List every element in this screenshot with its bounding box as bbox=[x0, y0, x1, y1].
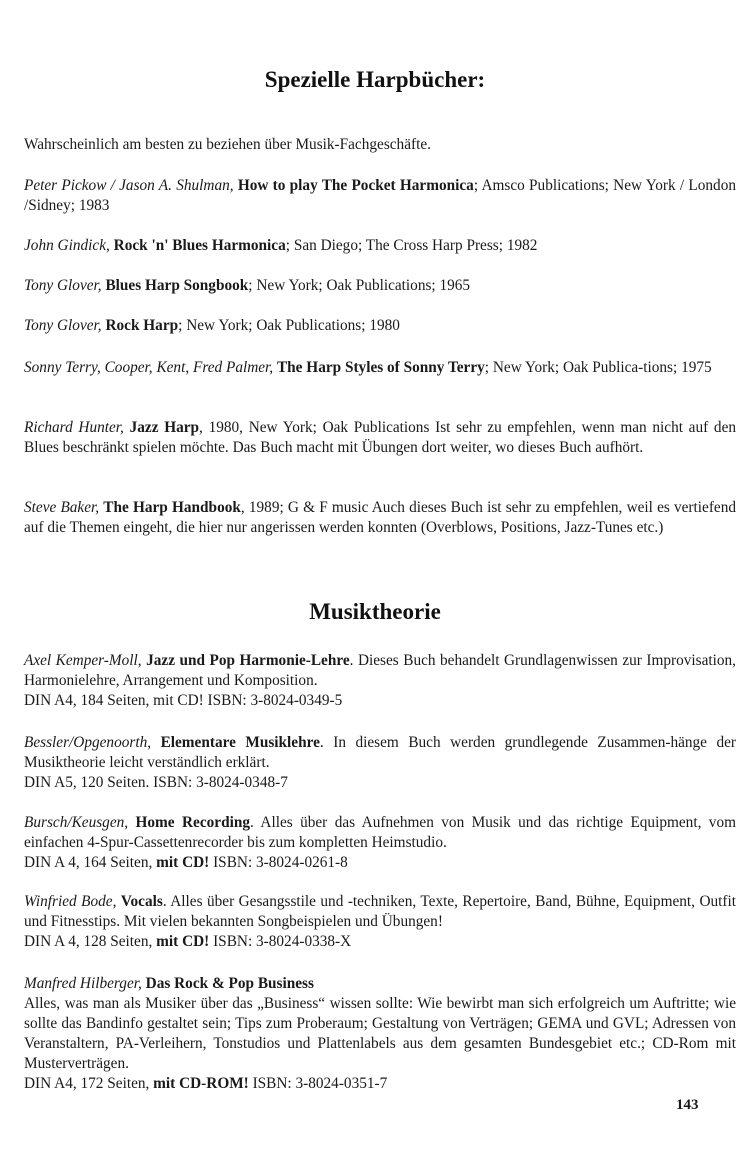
book-details: , 1989; G & F music Auch dieses Buch ist sehr zu empfehlen, weil es vertiefend auf die Themen eingeht, die hier nur angerissen werden konnten (Overblows, Positions, Jazz-Tunes etc.) bbox=[24, 499, 737, 536]
harp-book-entry bbox=[24, 236, 736, 256]
book-author: Winfried Bode, bbox=[24, 893, 117, 910]
harp-book-entry bbox=[24, 276, 736, 296]
book-info bbox=[24, 773, 736, 793]
book-isbn: ISBN: 3-8024-0338-X bbox=[209, 933, 352, 950]
book-info-text: DIN A 4, 164 Seiten, bbox=[24, 854, 157, 871]
book-title: Jazz und Pop Harmonie-Lehre bbox=[146, 652, 350, 669]
book-details: , 1980, New York; Oak Publications Ist sehr zu empfehlen, wenn man nicht auf den Blues beschränkt spielen möchte. Das Buch macht mit Übungen dort weiter, wo dieses Buch aufhört. bbox=[24, 419, 737, 456]
book-title: The Harp Styles of Sonny Terry bbox=[276, 359, 485, 376]
book-info-highlight: mit CD! bbox=[156, 854, 210, 871]
book-title: Home Recording bbox=[135, 814, 250, 831]
book-title: Rock Harp bbox=[105, 317, 179, 334]
harp-book-entry bbox=[24, 498, 736, 538]
intro-text bbox=[24, 135, 736, 155]
book-details: ; New York; Oak Publications; 1980 bbox=[178, 317, 400, 334]
book-info-highlight: mit CD-ROM! bbox=[153, 1075, 249, 1092]
book-title: How to play The Pocket Harmonica bbox=[237, 177, 474, 194]
theory-book-entry bbox=[24, 892, 736, 952]
book-title: Elementare Musiklehre bbox=[160, 734, 320, 751]
harp-book-entry bbox=[24, 418, 736, 458]
book-info-highlight: mit CD! bbox=[156, 933, 210, 950]
book-author: Tony Glover, bbox=[24, 277, 102, 294]
book-author: Steve Baker, bbox=[24, 499, 100, 516]
book-details: ; Amsco Publications; New York / London /Sidney; 1983 bbox=[24, 177, 736, 214]
book-title: Vocals bbox=[120, 893, 163, 910]
book-info bbox=[24, 1074, 736, 1094]
heading-special-harp-books: Spezielle Harpbücher: bbox=[264, 67, 486, 92]
book-description: . Alles über Gesangsstile und -techniken, Texte, Repertoire, Band, Bühne, Equipment, Outfit und Fitnesstips. Mit vielen bekannten Songbeispielen und Übungen! bbox=[24, 893, 736, 930]
theory-book-entry bbox=[24, 974, 736, 1094]
book-info-text: DIN A4, 172 Seiten, bbox=[24, 1075, 154, 1092]
book-author: Manfred Hilberger, bbox=[24, 975, 142, 992]
book-author: John Gindick, bbox=[24, 237, 110, 254]
book-info bbox=[24, 853, 736, 873]
heading-music-theory: Musiktheorie bbox=[309, 599, 441, 624]
book-title: Rock 'n' Blues Harmonica bbox=[113, 237, 286, 254]
book-details: ; New York; Oak Publica-tions; 1975 bbox=[484, 359, 712, 376]
book-description: Alles, was man als Musiker über das „Business“ wissen sollte: Wie bewirbt man sich erfolgreich um Auftritte; wie sollte das Bandinfo gestaltet sein; Tips zum Proberaum; Gestaltung von Verträgen; GEMA und GVL; Adressen von Veranstaltern, PA-Verleihern, Tonstudios und Plattenlabels aus dem gesamten Bundesgebiet etc.; CD-Rom mit Musterverträgen. bbox=[24, 995, 736, 1072]
book-details: ; New York; Oak Publications; 1965 bbox=[248, 277, 471, 294]
book-author: Peter Pickow / Jason A. Shulman, bbox=[24, 177, 234, 194]
book-author: Sonny Terry, Cooper, Kent, Fred Palmer, bbox=[24, 359, 274, 376]
book-info bbox=[24, 932, 736, 952]
book-description: . In diesem Buch werden grundlegende Zusammen-hänge der Musiktheorie leicht verständlich erklärt. bbox=[24, 734, 737, 771]
harp-book-entry bbox=[24, 316, 736, 336]
harp-book-entry bbox=[24, 176, 736, 216]
book-title: The Harp Handbook bbox=[103, 499, 241, 516]
book-isbn: ISBN: 3-8024-0351-7 bbox=[248, 1075, 388, 1092]
book-description: . Dieses Buch behandelt Grundlagenwissen zur Improvisation, Harmonielehre, Arrangement und Komposition. bbox=[24, 652, 736, 689]
book-author: Axel Kemper-Moll, bbox=[24, 652, 142, 669]
book-author: Tony Glover, bbox=[24, 317, 102, 334]
book-author: Richard Hunter, bbox=[24, 419, 124, 436]
harp-book-entry bbox=[24, 358, 736, 378]
book-title: Das Rock & Pop Business bbox=[145, 975, 314, 992]
book-info-text: DIN A5, 120 Seiten. ISBN: 3-8024-0348-7 bbox=[24, 774, 288, 791]
book-info-text: DIN A4, 184 Seiten, mit CD! ISBN: 3-8024-0349-5 bbox=[24, 692, 343, 709]
theory-book-entry bbox=[24, 813, 736, 873]
book-info bbox=[24, 691, 736, 711]
intro-paragraph: Wahrscheinlich am besten zu beziehen über Musik-Fachgeschäfte. bbox=[24, 136, 431, 153]
book-description: . Alles über das Aufnehmen von Musik und das richtige Equipment, vom einfachen 4-Spur-Cassettenrecorder bis zum kompletten Heimstudio. bbox=[24, 814, 737, 851]
book-title: Jazz Harp bbox=[129, 419, 200, 436]
book-info-text: DIN A 4, 128 Seiten, bbox=[24, 933, 157, 950]
book-isbn: ISBN: 3-8024-0261-8 bbox=[209, 854, 348, 871]
book-details: ; San Diego; The Cross Harp Press; 1982 bbox=[285, 237, 538, 254]
theory-book-entry bbox=[24, 733, 736, 793]
book-author: Bessler/Opgenoorth, bbox=[24, 734, 152, 751]
book-title: Blues Harp Songbook bbox=[105, 277, 249, 294]
book-author: Bursch/Keusgen, bbox=[24, 814, 129, 831]
page-number: 143 bbox=[676, 1097, 699, 1113]
theory-book-entry bbox=[24, 651, 736, 711]
